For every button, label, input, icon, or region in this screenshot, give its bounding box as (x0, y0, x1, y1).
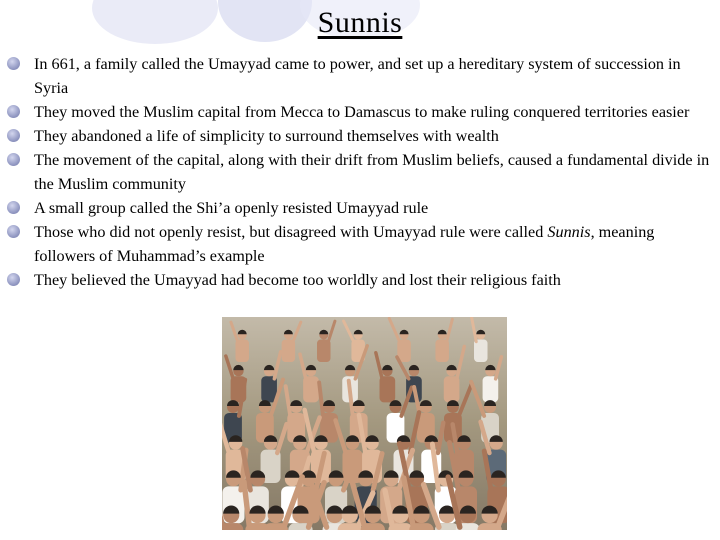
crowd-photo (222, 317, 507, 530)
bullet-text: Those who did not openly resist, but disagreed with Umayyad rule were called Sunnis, meaning followers of Muhammad’s example (34, 223, 655, 265)
bullet-item (0, 52, 720, 100)
bullet-item (0, 220, 720, 268)
bullet-icon (7, 201, 20, 214)
bullet-text: They moved the Muslim capital from Mecca to Damascus to make ruling conquered territories easier (34, 103, 690, 121)
bullet-text: The movement of the capital, along with their drift from Muslim beliefs, caused a fundamental divide in the Muslim community (34, 151, 710, 193)
bullet-item (0, 268, 720, 292)
bullet-list (0, 52, 720, 292)
bullet-icon (7, 225, 20, 238)
bullet-item (0, 148, 720, 196)
bullet-text: They abandoned a life of simplicity to surround themselves with wealth (34, 127, 499, 145)
bullet-text: In 661, a family called the Umayyad came to power, and set up a hereditary system of succession in Syria (34, 55, 681, 97)
sunnis-emphasis: Sunnis (547, 223, 591, 241)
crowd-illustration (222, 317, 507, 530)
bullet-text: They believed the Umayyad had become too worldly and lost their religious faith (34, 271, 561, 289)
bullet-item (0, 196, 720, 220)
bullet-item (0, 100, 720, 124)
bullet-icon (7, 129, 20, 142)
bullet-icon (7, 105, 20, 118)
bullet-text: A small group called the Shi’a openly resisted Umayyad rule (34, 199, 429, 217)
bullet-item (0, 124, 720, 148)
slide-title: Sunnis (317, 6, 403, 39)
bullet-icon (7, 273, 20, 286)
bullet-icon (7, 153, 20, 166)
bullet-icon (7, 57, 20, 70)
